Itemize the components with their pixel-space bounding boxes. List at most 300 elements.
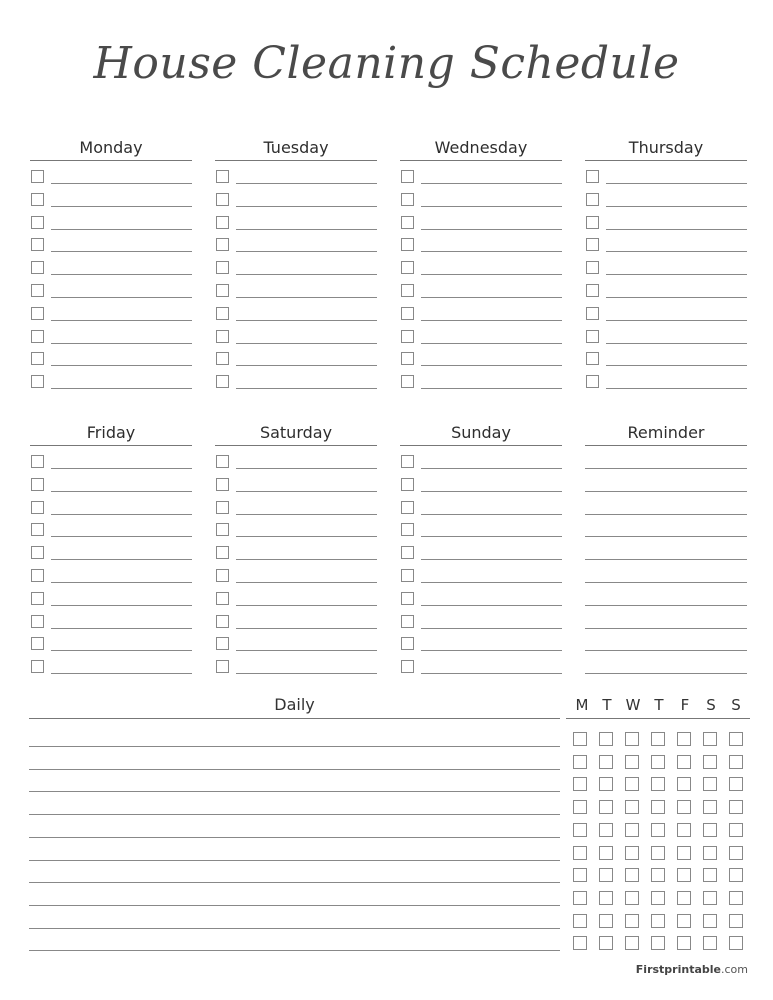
task-row: [30, 610, 192, 633]
weekly-checkbox[interactable]: [625, 914, 639, 928]
task-row: [215, 564, 377, 587]
weekly-checkbox[interactable]: [677, 891, 691, 905]
daily-task-line[interactable]: [29, 860, 560, 861]
task-row: [215, 279, 377, 302]
task-row: [400, 165, 562, 188]
task-line[interactable]: [51, 274, 192, 275]
weekly-checkbox[interactable]: [573, 732, 587, 746]
task-checkbox[interactable]: [401, 592, 414, 605]
task-checkbox[interactable]: [31, 478, 44, 491]
task-checkbox[interactable]: [31, 238, 44, 251]
task-row: [30, 587, 192, 610]
weekly-checkbox[interactable]: [625, 732, 639, 746]
daily-task-line[interactable]: [29, 814, 560, 815]
weekly-checkbox[interactable]: [729, 777, 743, 791]
task-checkbox[interactable]: [216, 523, 229, 536]
task-checkbox[interactable]: [401, 352, 414, 365]
task-checkbox[interactable]: [401, 637, 414, 650]
weekly-checkbox[interactable]: [599, 755, 613, 769]
task-line[interactable]: [51, 514, 192, 515]
task-checkbox[interactable]: [216, 569, 229, 582]
weekly-checkbox[interactable]: [677, 914, 691, 928]
task-row: [215, 518, 377, 541]
wednesday-heading: Wednesday: [400, 137, 562, 161]
weekly-checkbox[interactable]: [651, 936, 665, 950]
weekly-checkbox[interactable]: [573, 823, 587, 837]
task-line[interactable]: [606, 274, 747, 275]
weekly-checkbox[interactable]: [677, 777, 691, 791]
task-row: [400, 279, 562, 302]
task-row: [215, 587, 377, 610]
task-checkbox[interactable]: [216, 375, 229, 388]
task-line[interactable]: [421, 183, 562, 184]
task-line[interactable]: [236, 650, 377, 651]
task-row: [215, 233, 377, 256]
task-line[interactable]: [421, 582, 562, 583]
task-checkbox[interactable]: [401, 261, 414, 274]
weekly-checkbox[interactable]: [599, 936, 613, 950]
weekly-checkbox[interactable]: [703, 777, 717, 791]
task-checkbox[interactable]: [216, 307, 229, 320]
task-line[interactable]: [421, 559, 562, 560]
weekly-checkbox[interactable]: [573, 846, 587, 860]
weekly-checkbox[interactable]: [651, 755, 665, 769]
task-line[interactable]: [236, 388, 377, 389]
task-checkbox[interactable]: [401, 569, 414, 582]
reminder-column: [585, 422, 747, 678]
task-row: [400, 211, 562, 234]
task-checkbox[interactable]: [586, 352, 599, 365]
task-line[interactable]: [236, 251, 377, 252]
weekly-checkbox[interactable]: [703, 755, 717, 769]
weekly-checkbox[interactable]: [651, 914, 665, 928]
task-line[interactable]: [51, 673, 192, 674]
task-line[interactable]: [51, 605, 192, 606]
task-row: [30, 188, 192, 211]
task-checkbox[interactable]: [216, 238, 229, 251]
task-checkbox[interactable]: [216, 352, 229, 365]
weekly-checkbox[interactable]: [677, 846, 691, 860]
task-row: [30, 302, 192, 325]
task-checkbox[interactable]: [31, 307, 44, 320]
task-line[interactable]: [236, 468, 377, 469]
weekly-checkbox[interactable]: [651, 777, 665, 791]
task-line[interactable]: [236, 559, 377, 560]
task-line[interactable]: [421, 650, 562, 651]
task-row: [30, 347, 192, 370]
task-row: [585, 233, 747, 256]
weekly-checkbox[interactable]: [703, 914, 717, 928]
task-row: [400, 347, 562, 370]
weekly-checkbox[interactable]: [677, 800, 691, 814]
task-checkbox[interactable]: [31, 501, 44, 514]
task-checkbox[interactable]: [586, 261, 599, 274]
task-checkbox[interactable]: [586, 216, 599, 229]
task-line[interactable]: [585, 605, 747, 606]
task-row: [30, 279, 192, 302]
task-line[interactable]: [421, 229, 562, 230]
task-checkbox[interactable]: [586, 170, 599, 183]
task-row: [30, 632, 192, 655]
task-line[interactable]: [236, 183, 377, 184]
monday-column: [30, 137, 192, 393]
task-row: [30, 256, 192, 279]
weekly-checkbox[interactable]: [625, 777, 639, 791]
task-line[interactable]: [51, 297, 192, 298]
task-line[interactable]: [585, 559, 747, 560]
task-checkbox[interactable]: [216, 592, 229, 605]
weekly-checkbox[interactable]: [729, 914, 743, 928]
task-row: [585, 564, 747, 587]
task-line[interactable]: [585, 491, 747, 492]
weekly-checkbox[interactable]: [599, 732, 613, 746]
task-line[interactable]: [51, 650, 192, 651]
task-row: [585, 370, 747, 393]
task-row: [30, 518, 192, 541]
task-line[interactable]: [585, 582, 747, 583]
tuesday-heading: Tuesday: [215, 137, 377, 161]
task-line[interactable]: [606, 343, 747, 344]
weekly-checkbox[interactable]: [573, 936, 587, 950]
task-line[interactable]: [51, 183, 192, 184]
task-line[interactable]: [236, 673, 377, 674]
task-row: [215, 632, 377, 655]
task-checkbox[interactable]: [31, 352, 44, 365]
footer-credit: [636, 963, 748, 976]
task-row: [215, 473, 377, 496]
task-line[interactable]: [421, 673, 562, 674]
task-line[interactable]: [421, 320, 562, 321]
task-line[interactable]: [421, 628, 562, 629]
task-row: [30, 233, 192, 256]
task-line[interactable]: [421, 365, 562, 366]
task-checkbox[interactable]: [401, 193, 414, 206]
task-checkbox[interactable]: [401, 375, 414, 388]
task-row: [585, 347, 747, 370]
task-line[interactable]: [606, 365, 747, 366]
task-line[interactable]: [51, 388, 192, 389]
saturday-column: [215, 422, 377, 678]
task-checkbox[interactable]: [401, 546, 414, 559]
task-row: [400, 450, 562, 473]
task-checkbox[interactable]: [31, 660, 44, 673]
weekly-checkbox[interactable]: [703, 868, 717, 882]
task-checkbox[interactable]: [216, 546, 229, 559]
weekly-checkbox[interactable]: [703, 891, 717, 905]
task-row: [215, 496, 377, 519]
weekly-checkbox[interactable]: [599, 914, 613, 928]
task-line[interactable]: [51, 206, 192, 207]
task-line[interactable]: [236, 274, 377, 275]
weekly-checkbox[interactable]: [729, 846, 743, 860]
task-line[interactable]: [421, 297, 562, 298]
task-line[interactable]: [585, 628, 747, 629]
task-checkbox[interactable]: [401, 455, 414, 468]
weekday-letter-fri: F: [680, 696, 690, 714]
task-checkbox[interactable]: [216, 478, 229, 491]
task-row: [30, 165, 192, 188]
task-line[interactable]: [51, 343, 192, 344]
task-checkbox[interactable]: [586, 284, 599, 297]
task-checkbox[interactable]: [401, 523, 414, 536]
task-line[interactable]: [51, 491, 192, 492]
task-row: [585, 587, 747, 610]
weekly-checkbox[interactable]: [677, 823, 691, 837]
task-line[interactable]: [236, 536, 377, 537]
weekly-checkbox[interactable]: [625, 891, 639, 905]
task-row: [400, 632, 562, 655]
weekly-checkbox[interactable]: [625, 936, 639, 950]
daily-task-line[interactable]: [29, 882, 560, 883]
task-line[interactable]: [236, 343, 377, 344]
weekly-checkbox[interactable]: [729, 732, 743, 746]
weekly-checkbox[interactable]: [573, 891, 587, 905]
weekly-checkbox[interactable]: [651, 868, 665, 882]
task-checkbox[interactable]: [31, 637, 44, 650]
daily-task-line[interactable]: [29, 950, 560, 951]
task-row: [400, 518, 562, 541]
task-line[interactable]: [236, 491, 377, 492]
weekly-checkbox[interactable]: [573, 777, 587, 791]
task-line[interactable]: [236, 605, 377, 606]
task-checkbox[interactable]: [586, 307, 599, 320]
weekly-checkbox[interactable]: [573, 914, 587, 928]
task-row: [585, 610, 747, 633]
task-checkbox[interactable]: [216, 216, 229, 229]
task-line[interactable]: [421, 388, 562, 389]
task-line[interactable]: [606, 388, 747, 389]
task-checkbox[interactable]: [31, 375, 44, 388]
task-row: [30, 370, 192, 393]
weekly-checkbox[interactable]: [625, 800, 639, 814]
task-line[interactable]: [421, 343, 562, 344]
weekly-checkbox[interactable]: [677, 936, 691, 950]
weekly-checkbox[interactable]: [703, 936, 717, 950]
daily-task-line[interactable]: [29, 837, 560, 838]
task-checkbox[interactable]: [216, 170, 229, 183]
task-line[interactable]: [421, 536, 562, 537]
task-checkbox[interactable]: [216, 615, 229, 628]
task-checkbox[interactable]: [401, 216, 414, 229]
weekly-checkbox[interactable]: [677, 755, 691, 769]
weekly-checkbox[interactable]: [599, 868, 613, 882]
weekly-checkbox[interactable]: [625, 755, 639, 769]
task-line[interactable]: [585, 650, 747, 651]
weekday-header: [566, 693, 750, 719]
weekly-checkbox[interactable]: [651, 846, 665, 860]
task-checkbox[interactable]: [31, 261, 44, 274]
task-line[interactable]: [421, 274, 562, 275]
task-checkbox[interactable]: [401, 478, 414, 491]
task-checkbox[interactable]: [216, 660, 229, 673]
weekly-checkbox[interactable]: [651, 800, 665, 814]
task-line[interactable]: [421, 206, 562, 207]
task-row: [585, 279, 747, 302]
task-line[interactable]: [236, 320, 377, 321]
task-line[interactable]: [236, 297, 377, 298]
task-line[interactable]: [585, 468, 747, 469]
task-checkbox[interactable]: [216, 637, 229, 650]
task-checkbox[interactable]: [31, 284, 44, 297]
task-checkbox[interactable]: [401, 330, 414, 343]
task-checkbox[interactable]: [401, 284, 414, 297]
task-checkbox[interactable]: [31, 330, 44, 343]
weekly-checkbox[interactable]: [703, 823, 717, 837]
daily-task-line[interactable]: [29, 769, 560, 770]
thursday-column: [585, 137, 747, 393]
weekly-checkbox[interactable]: [599, 891, 613, 905]
weekly-checkbox[interactable]: [729, 823, 743, 837]
weekly-checkbox[interactable]: [729, 755, 743, 769]
task-checkbox[interactable]: [401, 170, 414, 183]
task-checkbox[interactable]: [401, 615, 414, 628]
task-row: [400, 610, 562, 633]
task-line[interactable]: [236, 514, 377, 515]
task-checkbox[interactable]: [401, 501, 414, 514]
task-row: [30, 473, 192, 496]
weekly-checkbox[interactable]: [729, 868, 743, 882]
weekly-checkbox[interactable]: [729, 936, 743, 950]
task-row: [400, 587, 562, 610]
monday-heading: Monday: [30, 137, 192, 161]
task-line[interactable]: [51, 628, 192, 629]
daily-task-line[interactable]: [29, 928, 560, 929]
weekly-checkbox[interactable]: [573, 868, 587, 882]
task-checkbox[interactable]: [401, 660, 414, 673]
weekly-checkbox[interactable]: [599, 823, 613, 837]
task-checkbox[interactable]: [586, 330, 599, 343]
task-checkbox[interactable]: [31, 216, 44, 229]
task-line[interactable]: [236, 229, 377, 230]
sunday-column: [400, 422, 562, 678]
task-row: [215, 188, 377, 211]
weekly-checkbox[interactable]: [599, 777, 613, 791]
weekly-checkbox[interactable]: [729, 800, 743, 814]
task-line[interactable]: [421, 514, 562, 515]
task-row: [400, 541, 562, 564]
weekly-checkbox[interactable]: [703, 846, 717, 860]
task-checkbox[interactable]: [31, 455, 44, 468]
task-checkbox[interactable]: [31, 193, 44, 206]
task-row: [400, 325, 562, 348]
daily-heading: Daily: [29, 693, 560, 719]
task-line[interactable]: [585, 536, 747, 537]
task-line[interactable]: [606, 297, 747, 298]
task-line[interactable]: [606, 251, 747, 252]
weekly-checkbox[interactable]: [599, 846, 613, 860]
task-checkbox[interactable]: [586, 375, 599, 388]
task-line[interactable]: [421, 468, 562, 469]
weekly-checkbox[interactable]: [651, 823, 665, 837]
task-line[interactable]: [51, 365, 192, 366]
task-checkbox[interactable]: [31, 569, 44, 582]
task-line[interactable]: [421, 251, 562, 252]
task-checkbox[interactable]: [31, 546, 44, 559]
task-line[interactable]: [236, 365, 377, 366]
weekly-checkbox[interactable]: [703, 732, 717, 746]
weekly-checkbox[interactable]: [729, 891, 743, 905]
weekly-checkbox[interactable]: [599, 800, 613, 814]
task-checkbox[interactable]: [401, 307, 414, 320]
task-checkbox[interactable]: [31, 592, 44, 605]
weekly-checkbox[interactable]: [625, 868, 639, 882]
task-row: [215, 655, 377, 678]
task-checkbox[interactable]: [216, 284, 229, 297]
task-row: [215, 325, 377, 348]
task-line[interactable]: [606, 320, 747, 321]
task-row: [585, 632, 747, 655]
task-line[interactable]: [585, 673, 747, 674]
task-checkbox[interactable]: [216, 193, 229, 206]
task-row: [585, 541, 747, 564]
task-line[interactable]: [236, 582, 377, 583]
task-checkbox[interactable]: [216, 455, 229, 468]
weekly-checkbox[interactable]: [677, 868, 691, 882]
task-checkbox[interactable]: [586, 193, 599, 206]
task-line[interactable]: [236, 206, 377, 207]
daily-task-line[interactable]: [29, 791, 560, 792]
weekly-checkbox[interactable]: [573, 755, 587, 769]
task-row: [215, 165, 377, 188]
task-row: [215, 370, 377, 393]
task-line[interactable]: [606, 229, 747, 230]
task-row: [585, 211, 747, 234]
daily-task-line[interactable]: [29, 905, 560, 906]
task-line[interactable]: [51, 229, 192, 230]
weekly-checkbox[interactable]: [625, 823, 639, 837]
weekly-checkbox[interactable]: [677, 732, 691, 746]
weekly-checkbox[interactable]: [625, 846, 639, 860]
weekly-checkbox[interactable]: [651, 891, 665, 905]
task-line[interactable]: [606, 183, 747, 184]
task-line[interactable]: [51, 559, 192, 560]
task-line[interactable]: [606, 206, 747, 207]
task-line[interactable]: [51, 582, 192, 583]
task-line[interactable]: [585, 514, 747, 515]
weekday-letter-tue: T: [602, 696, 612, 714]
task-line[interactable]: [51, 536, 192, 537]
task-row: [30, 325, 192, 348]
task-line[interactable]: [236, 628, 377, 629]
task-checkbox[interactable]: [31, 615, 44, 628]
task-row: [215, 302, 377, 325]
weekly-checkbox[interactable]: [573, 800, 587, 814]
weekly-checkbox[interactable]: [703, 800, 717, 814]
daily-task-line[interactable]: [29, 746, 560, 747]
task-row: [215, 347, 377, 370]
task-line[interactable]: [421, 605, 562, 606]
task-checkbox[interactable]: [31, 523, 44, 536]
task-checkbox[interactable]: [31, 170, 44, 183]
task-checkbox[interactable]: [216, 330, 229, 343]
task-checkbox[interactable]: [401, 238, 414, 251]
task-checkbox[interactable]: [586, 238, 599, 251]
task-row: [400, 188, 562, 211]
task-line[interactable]: [51, 468, 192, 469]
task-line[interactable]: [421, 491, 562, 492]
task-line[interactable]: [51, 251, 192, 252]
weekday-letter-thu: T: [654, 696, 664, 714]
weekly-checkbox[interactable]: [651, 732, 665, 746]
task-row: [400, 655, 562, 678]
task-row: [215, 610, 377, 633]
task-line[interactable]: [51, 320, 192, 321]
task-checkbox[interactable]: [216, 501, 229, 514]
task-row: [215, 450, 377, 473]
task-checkbox[interactable]: [216, 261, 229, 274]
task-row: [30, 450, 192, 473]
task-row: [400, 302, 562, 325]
